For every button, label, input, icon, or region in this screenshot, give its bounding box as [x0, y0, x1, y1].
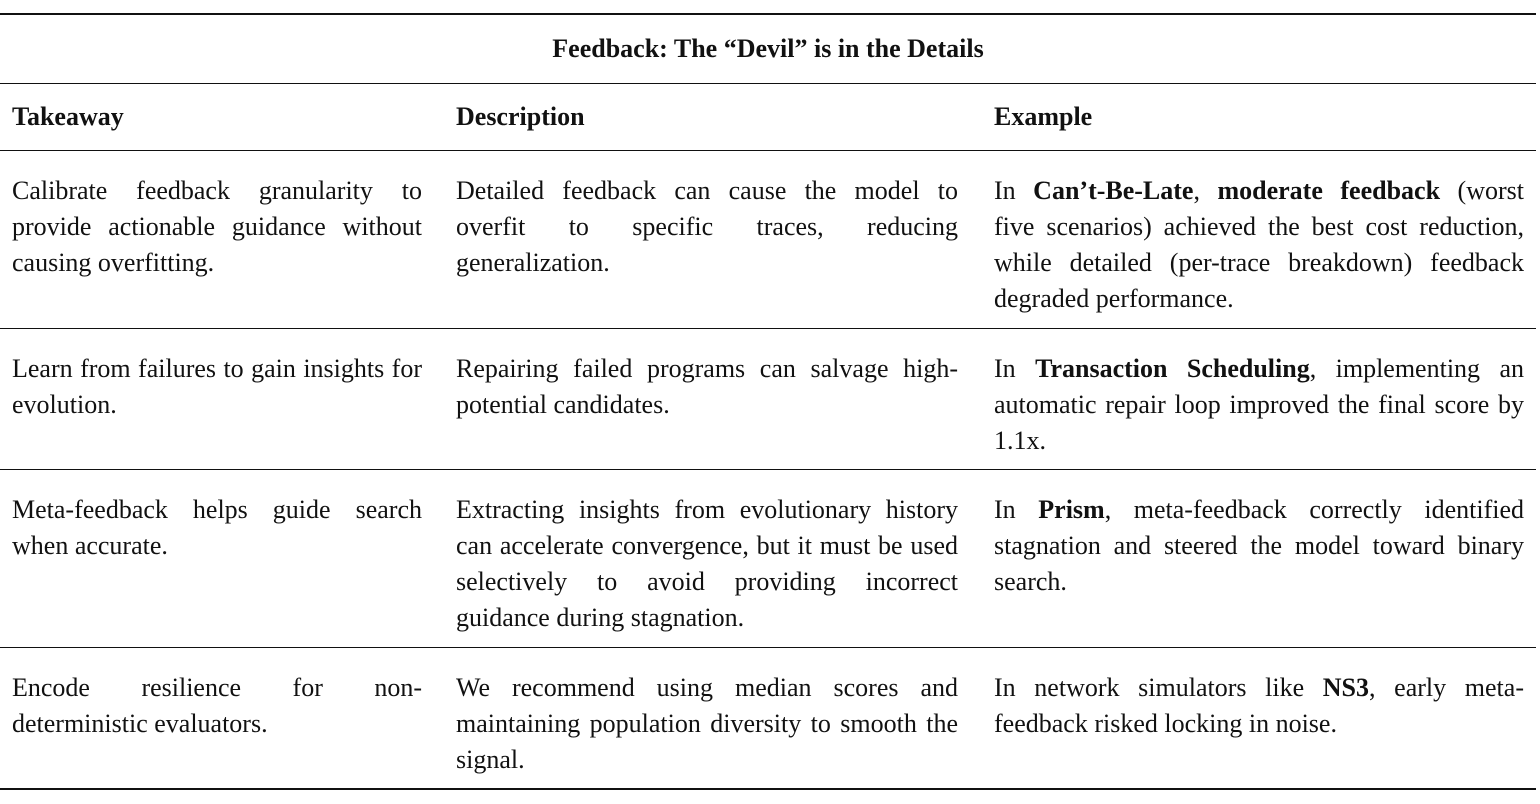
header-example: Example	[994, 102, 1093, 131]
header-description: Description	[456, 102, 585, 131]
example-text: In	[994, 354, 1036, 383]
bold-term: moderate feedback	[1217, 176, 1441, 205]
bold-term: NS3	[1322, 673, 1370, 702]
example-text: , meta-feedback correctly identified stagnation and steered the model toward binary search.	[994, 495, 1524, 596]
example-text: (worst five scenarios) achieved the best cost reduction, while detailed (per-trace breakdown) feedback degraded performance.	[994, 176, 1524, 313]
description-cell: Extracting insights from evolutionary history can accelerate convergence, but it must be used selectively to avoid providing incorrect guidance during stagnation.	[456, 495, 958, 632]
example-text: In	[994, 176, 1034, 205]
takeaway-cell: Learn from failures to gain insights for evolution.	[12, 354, 422, 419]
bold-term: Transaction Scheduling	[1035, 354, 1310, 383]
bold-term: Prism	[1038, 495, 1105, 524]
header-row	[0, 84, 1536, 150]
example-text: In	[994, 495, 1039, 524]
description-cell: Detailed feedback can cause the model to overfit to specific traces, reducing generalization.	[456, 176, 958, 277]
takeaway-cell: Calibrate feedback granularity to provide actionable guidance without causing overfitting.	[12, 176, 422, 277]
example-cell	[994, 670, 1524, 788]
table-row	[0, 151, 1536, 328]
example-cell	[994, 351, 1524, 469]
feedback-table	[0, 13, 1536, 790]
example-cell	[994, 492, 1524, 647]
bold-term: Can’t-Be-Late	[1033, 176, 1194, 205]
table-row	[0, 648, 1536, 788]
example-cell	[994, 173, 1524, 328]
example-text: , early meta-feedback risked locking in noise.	[994, 673, 1524, 738]
example-text: In network simulators like	[994, 673, 1323, 702]
takeaway-cell: Encode resilience for non-deterministic evaluators.	[12, 673, 422, 738]
description-cell: Repairing failed programs can salvage high-potential candidates.	[456, 354, 958, 419]
bottom-rule	[0, 788, 1536, 790]
header-takeaway: Takeaway	[12, 102, 124, 131]
table-row	[0, 470, 1536, 647]
takeaway-cell: Meta-feedback helps guide search when accurate.	[12, 495, 422, 560]
table-title: Feedback: The “Devil” is in the Details	[552, 34, 984, 63]
table-row	[0, 329, 1536, 469]
example-text: ,	[1193, 176, 1218, 205]
description-cell: We recommend using median scores and maintaining population diversity to smooth the signal.	[456, 673, 958, 774]
example-text: , implementing an automatic repair loop improved the final score by 1.1x.	[994, 354, 1524, 455]
